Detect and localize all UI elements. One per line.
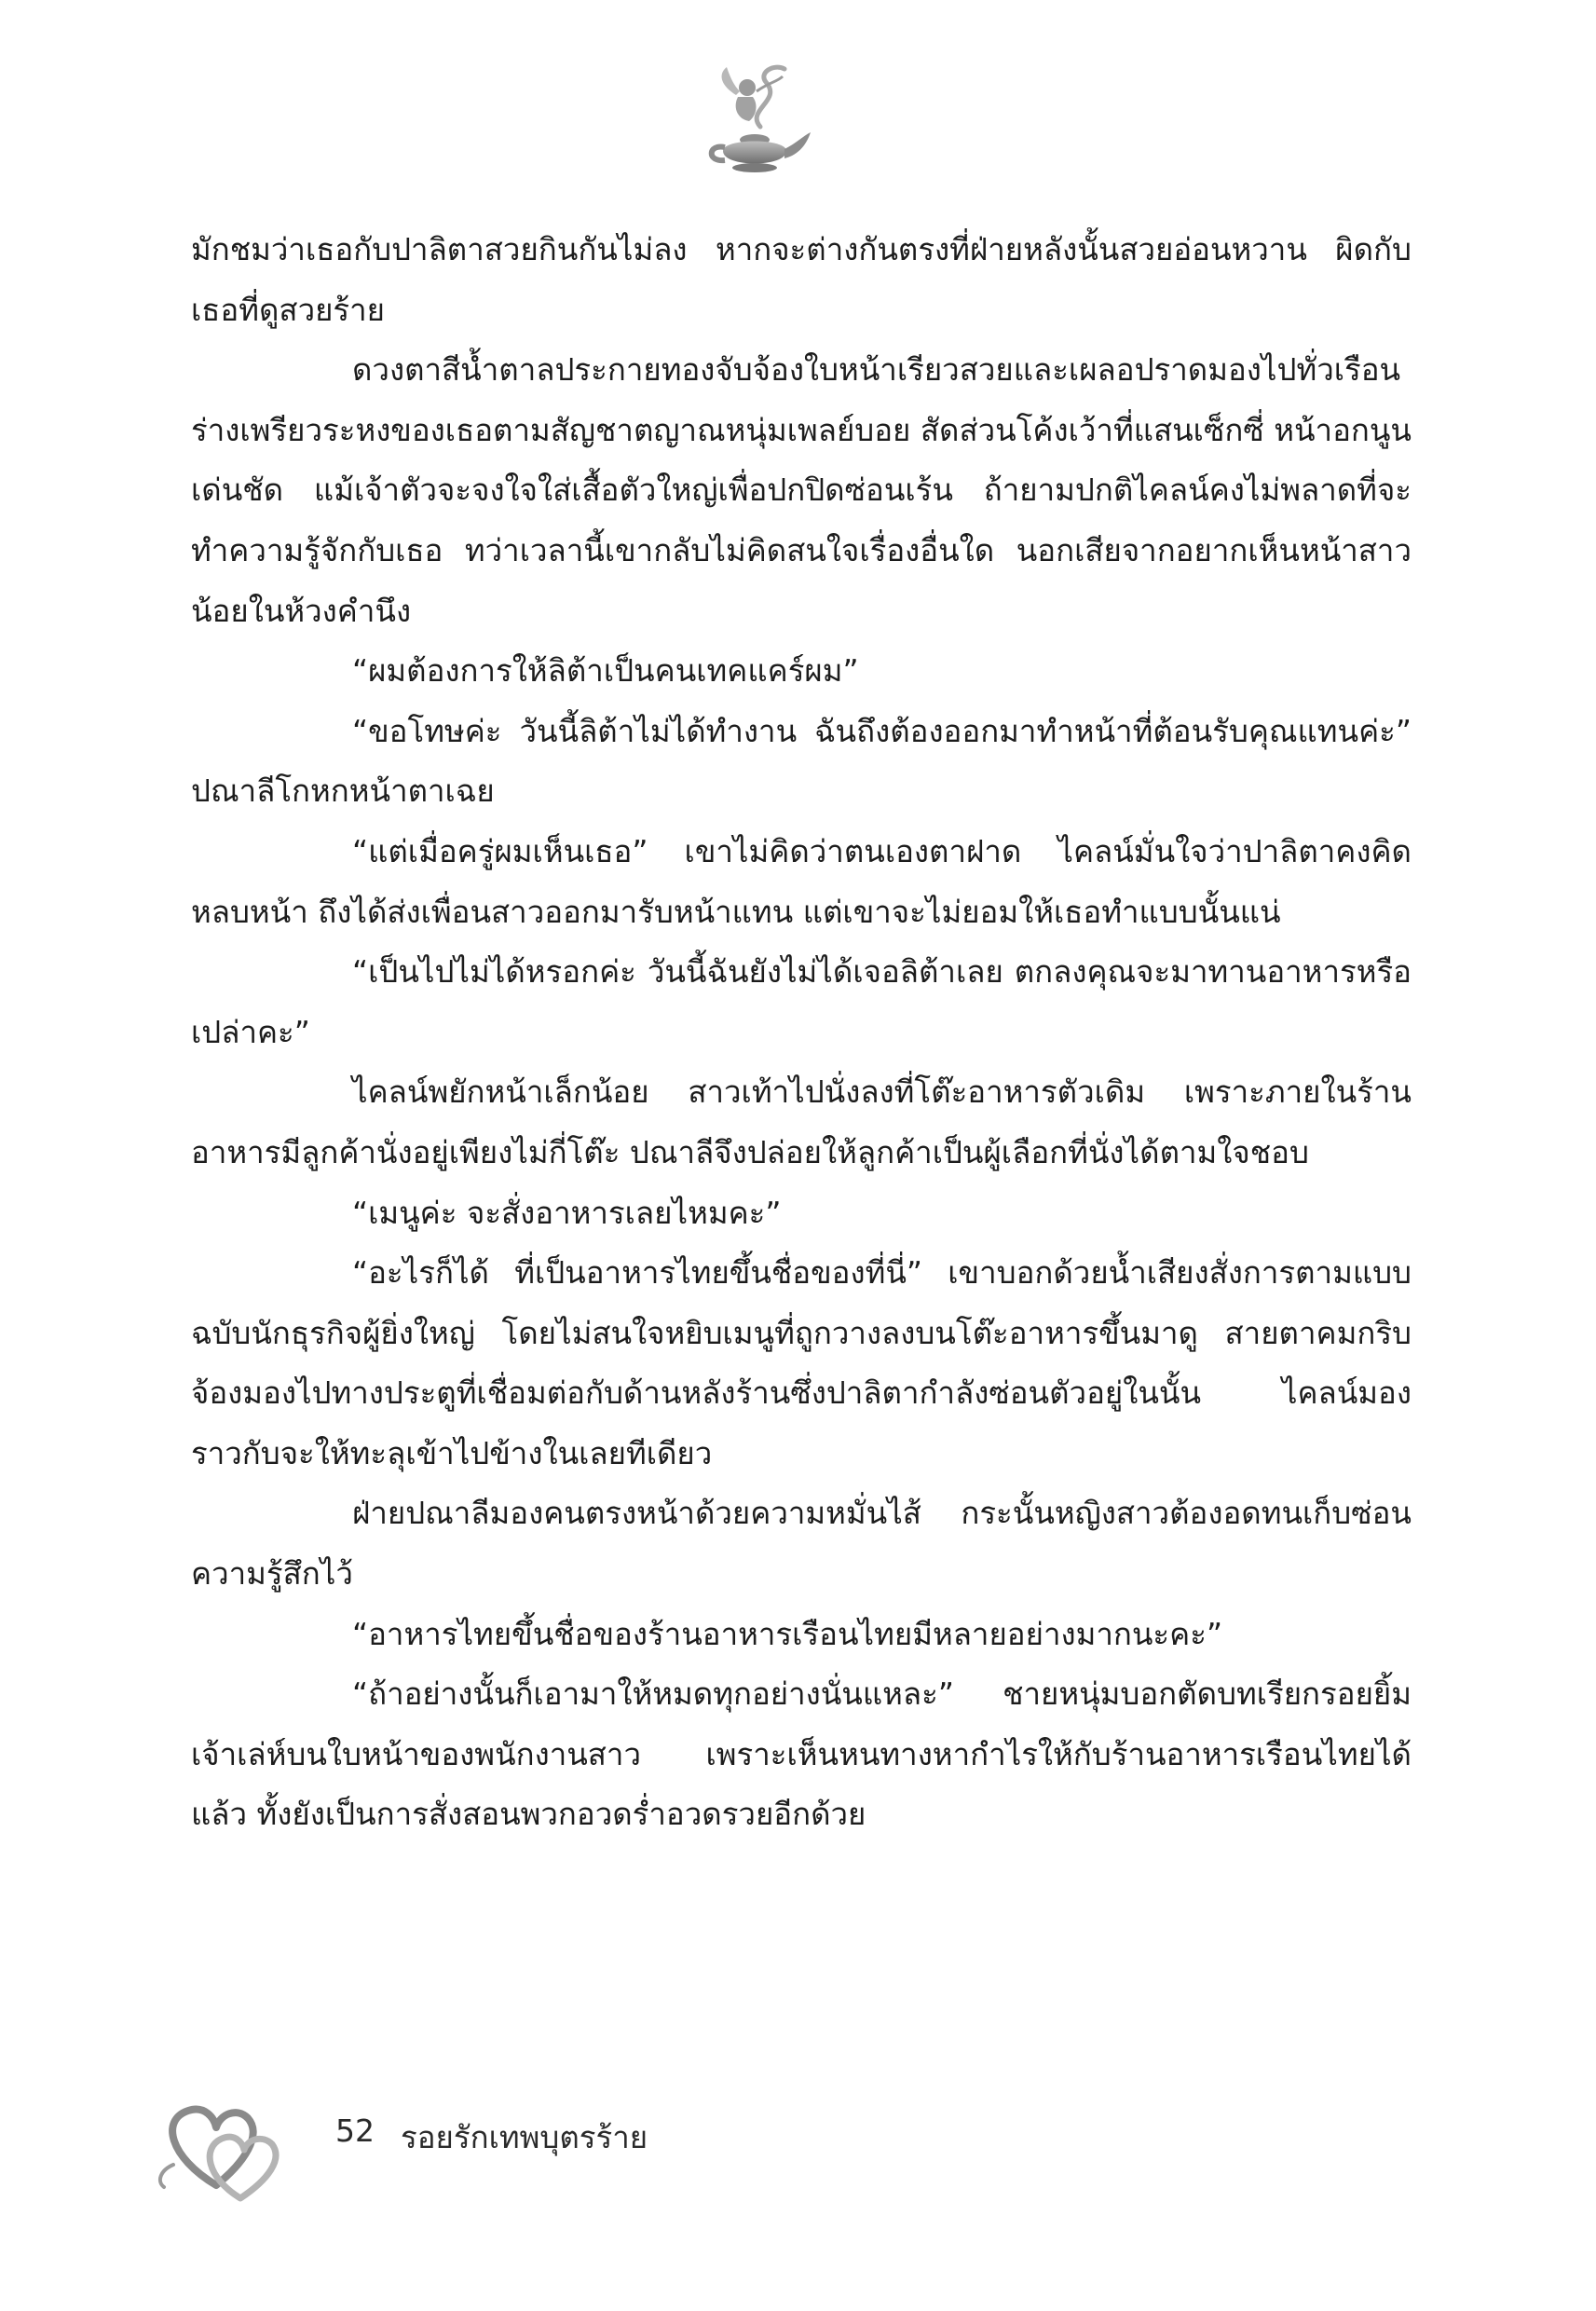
paragraph: “เมนูค่ะ จะสั่งอาหารเลยไหมคะ”	[352, 1194, 782, 1231]
paragraph: ฝ่ายปณาลีมองคนตรงหน้าด้วยความหมั่นไส้ กระนั้นหญิงสาวต้องอดทนเก็บซ่อนความรู้สึกไว้	[191, 1495, 1412, 1593]
paragraph: “อะไรก็ได้ ที่เป็นอาหารไทยขึ้นชื่อของที่นี่” เขาบอกด้วยน้ำเสียงสั่งการตามแบบฉบับนักธุรกิจผู้ยิ่งใหญ่ โดยไม่สนใจหยิบเมนูที่ถูกวางลงบนโต๊ะอาหารขึ้นมาดู สายตาคมกริบจ้องมองไปทางประตูที่เชื่อมต่อกับด้านหลังร้านซึ่งปาลิตากำลังซ่อนตัวอยู่ในนั้น ไคลน์มองราวกับจะให้ทะลุเข้าไปข้างในเลยทีเดียว	[191, 1254, 1412, 1471]
paragraph: ไคลน์พยักหน้าเล็กน้อย สาวเท้าไปนั่งลงที่โต๊ะอาหารตัวเดิม เพราะภายในร้านอาหารมีลูกค้านั่งอยู่เพียงไม่กี่โต๊ะ ปณาลีจึงปล่อยให้ลูกค้าเป็นผู้เลือกที่นั่งได้ตามใจชอบ	[191, 1073, 1412, 1170]
paragraph: มักชมว่าเธอกับปาลิตาสวยกินกันไม่ลง หากจะต่างกันตรงที่ฝ่ายหลังนั้นสวยอ่อนหวาน ผิดกับเธอที่ดูสวยร้าย	[191, 231, 1412, 328]
paragraph: “เป็นไปไม่ได้หรอกค่ะ วันนี้ฉันยังไม่ได้เจอลิต้าเลย ตกลงคุณจะมาทานอาหารหรือเปล่าคะ”	[191, 953, 1412, 1050]
page-number: 52	[335, 2113, 375, 2149]
paragraph: “ผมต้องการให้ลิต้าเป็นคนเทคแคร์ผม”	[352, 652, 859, 690]
paragraph: ดวงตาสีน้ำตาลประกายทองจับจ้องใบหน้าเรียวสวยและเผลอปราดมองไปทั่วเรือนร่างเพรียวระหงของเธอตามสัญชาตญาณหนุ่มเพลย์บอย สัดส่วนโค้งเว้าที่แสนเซ็กซี่ หน้าอกนูนเด่นชัด แม้เจ้าตัวจะจงใจใส่เสื้อตัวใหญ่เพื่อปกปิดซ่อนเร้น ถ้ายามปกติไคลน์คงไม่พลาดที่จะทำความรู้จักกับเธอ ทว่าเวลานี้เขากลับไม่คิดสนใจเรื่องอื่นใด นอกเสียจากอยากเห็นหน้าสาวน้อยในห้วงคำนึง	[191, 351, 1412, 629]
page-footer	[151, 2073, 803, 2213]
paragraph: “ถ้าอย่างนั้นก็เอามาให้หมดทุกอย่างนั่นแหละ” ชายหนุ่มบอกตัดบทเรียกรอยยิ้มเจ้าเล่ห์บนใบหน้าของพนักงานสาว เพราะเห็นหนทางหากำไรให้กับร้านอาหารเรือนไทยได้แล้ว ทั้งยังเป็นการสั่งสอนพวกอวดร่ำอวดรวยอีกด้วย	[191, 1675, 1412, 1833]
cupid-teapot-ornament-icon	[680, 54, 829, 203]
paragraph: “แต่เมื่อครู่ผมเห็นเธอ” เขาไม่คิดว่าตนเองตาฝาด ไคลน์มั่นใจว่าปาลิตาคงคิดหลบหน้า ถึงได้ส่งเพื่อนสาวออกมารับหน้าแทน แต่เขาจะไม่ยอมให้เธอทำแบบนั้นแน่	[191, 832, 1412, 930]
paragraph: “ขอโทษค่ะ วันนี้ลิต้าไม่ได้ทำงาน ฉันถึงต้องออกมาทำหน้าที่ต้อนรับคุณแทนค่ะ” ปณาลีโกหกหน้าตาเฉย	[191, 712, 1412, 810]
paragraph: “อาหารไทยขึ้นชื่อของร้านอาหารเรือนไทยมีหลายอย่างมากนะคะ”	[352, 1615, 1223, 1652]
body-text	[191, 220, 1412, 1845]
book-title: รอยรักเทพบุตรร้าย	[401, 2119, 648, 2155]
interlocked-hearts-ornament-icon	[151, 2073, 300, 2213]
